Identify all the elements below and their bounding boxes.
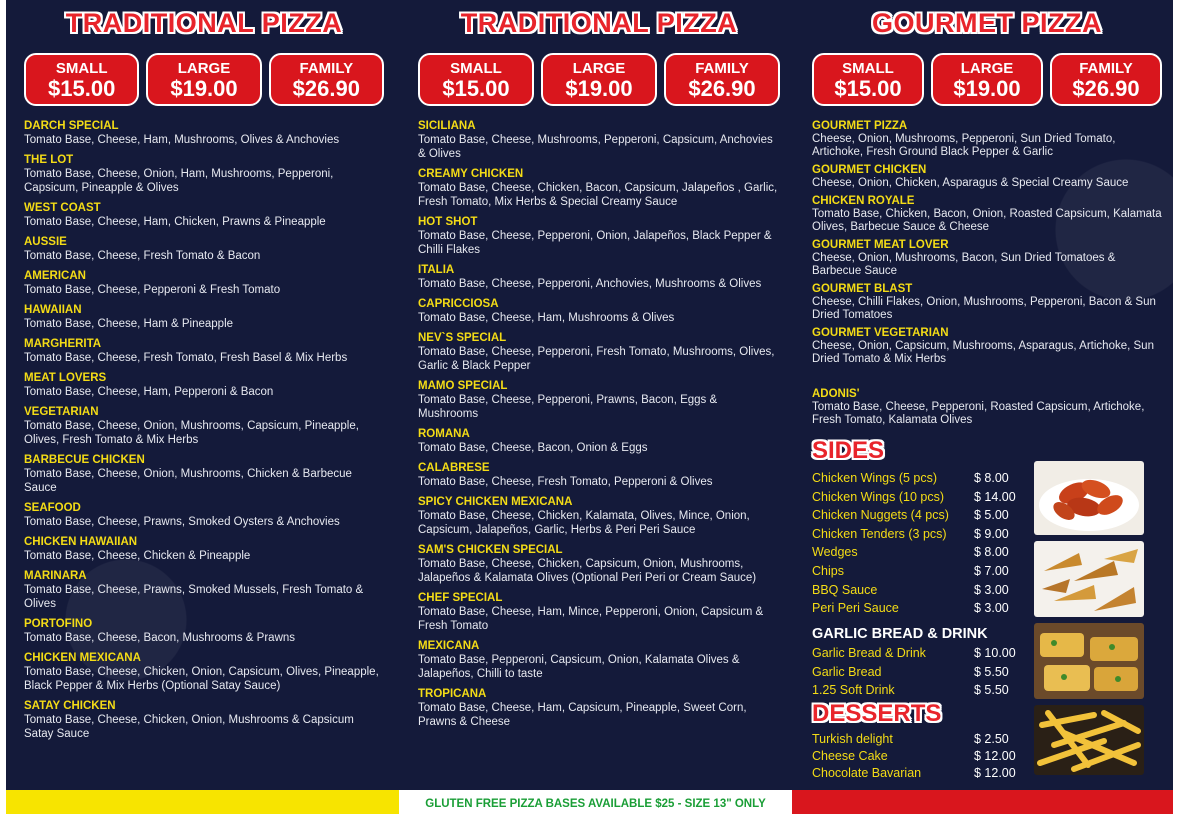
pizza-item xyxy=(418,428,780,455)
price-family xyxy=(1050,53,1162,106)
price-value: $15.00 xyxy=(834,76,902,101)
pizza-desc: Tomato Base, Cheese, Chicken, Onion, Mushrooms & Capsicum Satay Sauce xyxy=(24,714,354,740)
gluten-free-notice: GLUTEN FREE PIZZA BASES AVAILABLE $25 - SIZE 13" ONLY xyxy=(399,790,792,814)
pizza-name: GOURMET PIZZA xyxy=(812,120,908,132)
pizza-name: HAWAIIAN xyxy=(24,304,82,316)
adonis-item xyxy=(812,388,1162,432)
pizza-name: TROPICANA xyxy=(418,688,487,700)
price-family xyxy=(269,53,384,106)
dessert-row xyxy=(812,765,1022,782)
side-price: $ 3.00 xyxy=(974,601,1009,616)
side-row xyxy=(812,469,1022,488)
pizza-desc: Tomato Base, Cheese, Chicken & Pineapple xyxy=(24,550,251,562)
dessert-name: Chocolate Bavarian xyxy=(812,766,922,780)
pizza-desc: Tomato Base, Cheese, Chicken, Capsicum, Onion, Mushrooms, Jalapeños & Kalamata Olives (Optional Peri Peri or Cream Sauce) xyxy=(418,558,757,584)
price-large xyxy=(146,53,261,106)
pizza-item xyxy=(418,120,780,161)
pizza-item xyxy=(418,544,780,585)
pizza-name: CAPRICCIOSA xyxy=(418,298,499,310)
pizza-name: THE LOT xyxy=(24,154,74,166)
side-name: Chips xyxy=(812,563,844,578)
pizza-name: SPICY CHICKEN MEXICANA xyxy=(418,496,573,508)
price-small xyxy=(24,53,139,106)
pizza-item xyxy=(418,462,780,489)
pizza-desc: Tomato Base, Cheese, Pepperoni & Fresh Tomato xyxy=(24,284,281,296)
pizza-desc: Tomato Base, Cheese, Ham, Chicken, Prawns & Pineapple xyxy=(24,216,326,228)
pizza-desc: Tomato Base, Cheese, Pepperoni, Anchovies, Mushrooms & Olives xyxy=(418,278,762,290)
pizza-item xyxy=(812,327,1162,366)
side-name: Chicken Wings (5 pcs) xyxy=(812,471,938,485)
side-name: Peri Peri Sauce xyxy=(812,601,899,616)
pizza-desc: Tomato Base, Chicken, Bacon, Onion, Roasted Capsicum, Kalamata Olives, Barbecue Sauce & Cheese xyxy=(812,208,1162,233)
sides-list xyxy=(812,469,1022,618)
side-name: BBQ Sauce xyxy=(812,582,878,597)
side-name: Wedges xyxy=(812,545,858,560)
pizza-desc: Tomato Base, Cheese, Mushrooms, Pepperoni, Capsicum, Anchovies & Olives xyxy=(418,134,773,160)
side-price: $ 8.00 xyxy=(974,471,1009,485)
side-price: $ 3.00 xyxy=(974,582,1009,597)
dessert-price: $ 2.50 xyxy=(974,732,1009,746)
pizza-desc: Tomato Base, Cheese, Ham, Pepperoni & Bacon xyxy=(24,386,274,398)
dessert-name: Cheese Cake xyxy=(812,749,888,763)
pizza-desc: Tomato Base, Cheese, Ham & Pineapple xyxy=(24,318,234,330)
column-title: GOURMET PIZZA xyxy=(872,8,1102,38)
pizza-item xyxy=(812,283,1162,322)
side-price: $ 5.00 xyxy=(974,508,1009,523)
pizza-name: ROMANA xyxy=(418,428,470,440)
pizza-desc: Tomato Base, Cheese, Onion, Ham, Mushrooms, Pepperoni, Capsicum, Pineapple & Olives xyxy=(24,168,334,194)
pizza-name: SAM'S CHICKEN SPECIAL xyxy=(418,544,563,556)
pizza-item xyxy=(24,570,384,611)
pizza-desc: Tomato Base, Cheese, Fresh Tomato, Fresh Basel & Mix Herbs xyxy=(24,352,348,364)
pizza-name: CREAMY CHICKEN xyxy=(418,168,524,180)
pizza-name: GOURMET CHICKEN xyxy=(812,164,927,176)
pizza-name: CHICKEN HAWAIIAN xyxy=(24,536,138,548)
pizza-item xyxy=(418,298,780,325)
pizza-item xyxy=(812,164,1162,190)
pizza-desc: Tomato Base, Cheese, Onion, Mushrooms, Chicken & Barbecue Sauce xyxy=(24,468,352,494)
pizza-name: MARGHERITA xyxy=(24,338,102,350)
chicken-wings-photo xyxy=(1034,461,1144,535)
garlic-row xyxy=(812,663,1022,682)
dessert-price: $ 12.00 xyxy=(974,766,1016,780)
pizza-item xyxy=(418,640,780,681)
pizza-item xyxy=(812,239,1162,278)
pizza-name: MEXICANA xyxy=(418,640,480,652)
gourmet-list xyxy=(812,120,1162,371)
pizza-desc: Tomato Base, Cheese, Prawns, Smoked Mussels, Fresh Tomato & Olives xyxy=(24,584,364,610)
pizza-name: AUSSIE xyxy=(24,236,67,248)
pizza-desc: Tomato Base, Cheese, Chicken, Bacon, Capsicum, Jalapeños , Garlic, Fresh Tomato, Mix Herbs & Special Creamy Sauce xyxy=(418,182,778,208)
price-boxes xyxy=(24,53,384,106)
dessert-row xyxy=(812,748,1022,765)
side-row xyxy=(812,488,1022,507)
side-row xyxy=(812,525,1022,544)
size-label: FAMILY xyxy=(1079,60,1133,77)
pizza-name: ADONIS' xyxy=(812,388,860,400)
pizza-item xyxy=(24,454,384,495)
price-family xyxy=(664,53,780,106)
garlic-list xyxy=(812,644,1022,700)
pizza-desc: Tomato Base, Cheese, Bacon, Onion & Eggs xyxy=(418,442,648,454)
pizza-item xyxy=(24,372,384,399)
price-value: $19.00 xyxy=(565,76,633,101)
pizza-desc: Cheese, Onion, Capsicum, Mushrooms, Asparagus, Artichoke, Sun Dried Tomato & Mix Herbs xyxy=(812,340,1154,365)
price-boxes xyxy=(812,53,1162,106)
pizza-desc: Tomato Base, Cheese, Prawns, Smoked Oysters & Anchovies xyxy=(24,516,340,528)
desserts-list xyxy=(812,731,1022,782)
pizza-desc: Tomato Base, Cheese, Chicken, Onion, Capsicum, Olives, Pineapple, Black Pepper & Mix Herbs (Optional Satay Sauce) xyxy=(24,666,379,692)
pizza-desc: Tomato Base, Cheese, Ham, Capsicum, Pineapple, Sweet Corn, Prawns & Cheese xyxy=(418,702,747,728)
pizza-desc: Tomato Base, Cheese, Fresh Tomato, Pepperoni & Olives xyxy=(418,476,713,488)
pizza-item xyxy=(418,332,780,373)
garlic-bread-photo xyxy=(1034,623,1144,699)
pizza-name: ITALIA xyxy=(418,264,455,276)
pizza-item xyxy=(24,120,384,147)
price-value: $26.90 xyxy=(688,76,756,101)
price-value: $26.90 xyxy=(1072,76,1140,101)
side-price: $ 8.00 xyxy=(974,545,1009,560)
pizza-item xyxy=(418,168,780,209)
pizza-name: PORTOFINO xyxy=(24,618,93,630)
side-row xyxy=(812,543,1022,562)
pizza-item xyxy=(812,120,1162,159)
size-label: LARGE xyxy=(572,60,626,77)
size-label: FAMILY xyxy=(695,60,749,77)
pizza-desc: Cheese, Onion, Mushrooms, Pepperoni, Sun Dried Tomato, Artichoke, Fresh Ground Black Pepper & Garlic xyxy=(812,133,1116,158)
garlic-row xyxy=(812,681,1022,700)
chips-photo xyxy=(1034,705,1144,775)
pizza-name: NEV`S SPECIAL xyxy=(418,332,507,344)
garlic-name: Garlic Bread & Drink xyxy=(812,646,926,660)
footer-red-band xyxy=(792,790,1173,814)
side-name: Chicken Wings (10 pcs) xyxy=(812,489,944,504)
garlic-row xyxy=(812,644,1022,663)
price-value: $19.00 xyxy=(953,76,1021,101)
size-label: SMALL xyxy=(55,60,108,77)
pizza-name: MARINARA xyxy=(24,570,87,582)
column-title: TRADITIONAL PIZZA xyxy=(65,8,343,38)
pizza-desc: Tomato Base, Cheese, Onion, Mushrooms, Capsicum, Pineapple, Olives, Fresh Tomato & Mix Herbs xyxy=(24,420,359,446)
pizza-item xyxy=(24,304,384,331)
pizza-item xyxy=(24,652,384,693)
pizza-item xyxy=(24,270,384,297)
pizza-desc: Tomato Base, Cheese, Fresh Tomato & Bacon xyxy=(24,250,261,262)
pizza-name: VEGETARIAN xyxy=(24,406,99,418)
desserts-title: DESSERTS xyxy=(812,700,942,727)
dessert-name: Turkish delight xyxy=(812,732,893,746)
pizza-item xyxy=(24,700,384,741)
dessert-row xyxy=(812,731,1022,748)
garlic-name: 1.25 Soft Drink xyxy=(812,683,895,698)
pizza-name: CHICKEN ROYALE xyxy=(812,195,915,207)
pizza-item xyxy=(24,536,384,563)
pizza-name: HOT SHOT xyxy=(418,216,478,228)
side-name: Chicken Tenders (3 pcs) xyxy=(812,526,947,541)
column-title: TRADITIONAL PIZZA xyxy=(460,8,738,38)
pizza-desc: Tomato Base, Cheese, Ham, Mince, Pepperoni, Onion, Capsicum & Fresh Tomato xyxy=(418,606,764,632)
side-row xyxy=(812,599,1022,618)
side-row xyxy=(812,581,1022,600)
pizza-item xyxy=(24,406,384,447)
pizza-name: SICILIANA xyxy=(418,120,476,132)
pizza-name: GOURMET MEAT LOVER xyxy=(812,239,949,251)
price-small xyxy=(812,53,924,106)
side-price: $ 7.00 xyxy=(974,563,1009,578)
pizza-item xyxy=(24,154,384,195)
pizza-item xyxy=(24,202,384,229)
pizza-name: MAMO SPECIAL xyxy=(418,380,508,392)
pizza-desc: Cheese, Onion, Chicken, Asparagus & Special Creamy Sauce xyxy=(812,177,1129,189)
side-price: $ 14.00 xyxy=(974,489,1016,504)
pizza-item xyxy=(24,618,384,645)
side-name: Chicken Nuggets (4 pcs) xyxy=(812,508,949,523)
pizza-name: DARCH SPECIAL xyxy=(24,120,119,132)
pizza-item xyxy=(24,502,384,529)
side-price: $ 9.00 xyxy=(974,526,1009,541)
dessert-price: $ 12.00 xyxy=(974,749,1016,763)
pizza-desc: Tomato Base, Cheese, Pepperoni, Fresh Tomato, Mushrooms, Olives, Garlic & Black Pepper xyxy=(418,346,775,372)
pizza-desc: Tomato Base, Cheese, Ham, Mushrooms & Olives xyxy=(418,312,675,324)
price-value: $15.00 xyxy=(442,76,510,101)
footer-yellow-band xyxy=(6,790,399,814)
pizza-name: GOURMET VEGETARIAN xyxy=(812,327,949,339)
pizza-desc: Tomato Base, Cheese, Pepperoni, Onion, Jalapeños, Black Pepper & Chilli Flakes xyxy=(418,230,772,256)
pizza-name: SEAFOOD xyxy=(24,502,81,514)
side-row xyxy=(812,562,1022,581)
size-label: FAMILY xyxy=(299,60,354,77)
pizza-desc: Tomato Base, Cheese, Pepperoni, Roasted Capsicum, Artichoke, Fresh Tomato, Kalamata Olives xyxy=(812,401,1145,426)
sides-title: SIDES xyxy=(812,437,885,464)
garlic-bread-title: GARLIC BREAD & DRINK xyxy=(812,626,988,642)
price-value: $15.00 xyxy=(48,76,116,101)
pizza-list xyxy=(24,120,384,748)
price-large xyxy=(931,53,1043,106)
pizza-item xyxy=(418,216,780,257)
pizza-name: WEST COAST xyxy=(24,202,101,214)
pizza-item xyxy=(812,388,1162,427)
pizza-item xyxy=(24,236,384,263)
pizza-item xyxy=(418,380,780,421)
pizza-name: AMERICAN xyxy=(24,270,86,282)
pizza-list xyxy=(418,120,780,736)
pizza-name: BARBECUE CHICKEN xyxy=(24,454,145,466)
price-value: $26.90 xyxy=(292,76,360,101)
pizza-item xyxy=(24,338,384,365)
price-small xyxy=(418,53,534,106)
pizza-item xyxy=(418,688,780,729)
menu-board xyxy=(6,0,1173,790)
potato-wedges-photo xyxy=(1034,541,1144,617)
garlic-price: $ 10.00 xyxy=(974,646,1016,660)
pizza-desc: Tomato Base, Pepperoni, Capsicum, Onion, Kalamata Olives & Jalapeños, Chilli to taste xyxy=(418,654,740,680)
pizza-item xyxy=(418,496,780,537)
garlic-name: Garlic Bread xyxy=(812,664,882,679)
size-label: LARGE xyxy=(177,60,231,77)
size-label: SMALL xyxy=(842,60,894,77)
pizza-name: CHEF SPECIAL xyxy=(418,592,503,604)
price-value: $19.00 xyxy=(170,76,238,101)
pizza-name: SATAY CHICKEN xyxy=(24,700,116,712)
pizza-item xyxy=(812,195,1162,234)
pizza-item xyxy=(418,592,780,633)
pizza-desc: Tomato Base, Cheese, Bacon, Mushrooms & Prawns xyxy=(24,632,296,644)
price-large xyxy=(541,53,657,106)
pizza-desc: Cheese, Onion, Mushrooms, Bacon, Sun Dried Tomatoes & Barbecue Sauce xyxy=(812,252,1116,277)
size-label: LARGE xyxy=(960,60,1014,77)
pizza-desc: Cheese, Chilli Flakes, Onion, Mushrooms, Pepperoni, Bacon & Sun Dried Tomatoes xyxy=(812,296,1156,321)
price-boxes xyxy=(418,53,780,106)
pizza-desc: Tomato Base, Cheese, Pepperoni, Prawns, Bacon, Eggs & Mushrooms xyxy=(418,394,718,420)
garlic-price: $ 5.50 xyxy=(974,664,1009,679)
pizza-name: CHICKEN MEXICANA xyxy=(24,652,141,664)
pizza-item xyxy=(418,264,780,291)
garlic-price: $ 5.50 xyxy=(974,683,1009,698)
pizza-name: MEAT LOVERS xyxy=(24,372,107,384)
pizza-desc: Tomato Base, Cheese, Chicken, Kalamata, Olives, Mince, Onion, Capsicum, Jalapeños, Garlic, Herbs & Peri Peri Sauce xyxy=(418,510,750,536)
pizza-name: GOURMET BLAST xyxy=(812,283,913,295)
pizza-name: CALABRESE xyxy=(418,462,490,474)
size-label: SMALL xyxy=(450,60,502,77)
side-row xyxy=(812,506,1022,525)
pizza-desc: Tomato Base, Cheese, Ham, Mushrooms, Olives & Anchovies xyxy=(24,134,340,146)
